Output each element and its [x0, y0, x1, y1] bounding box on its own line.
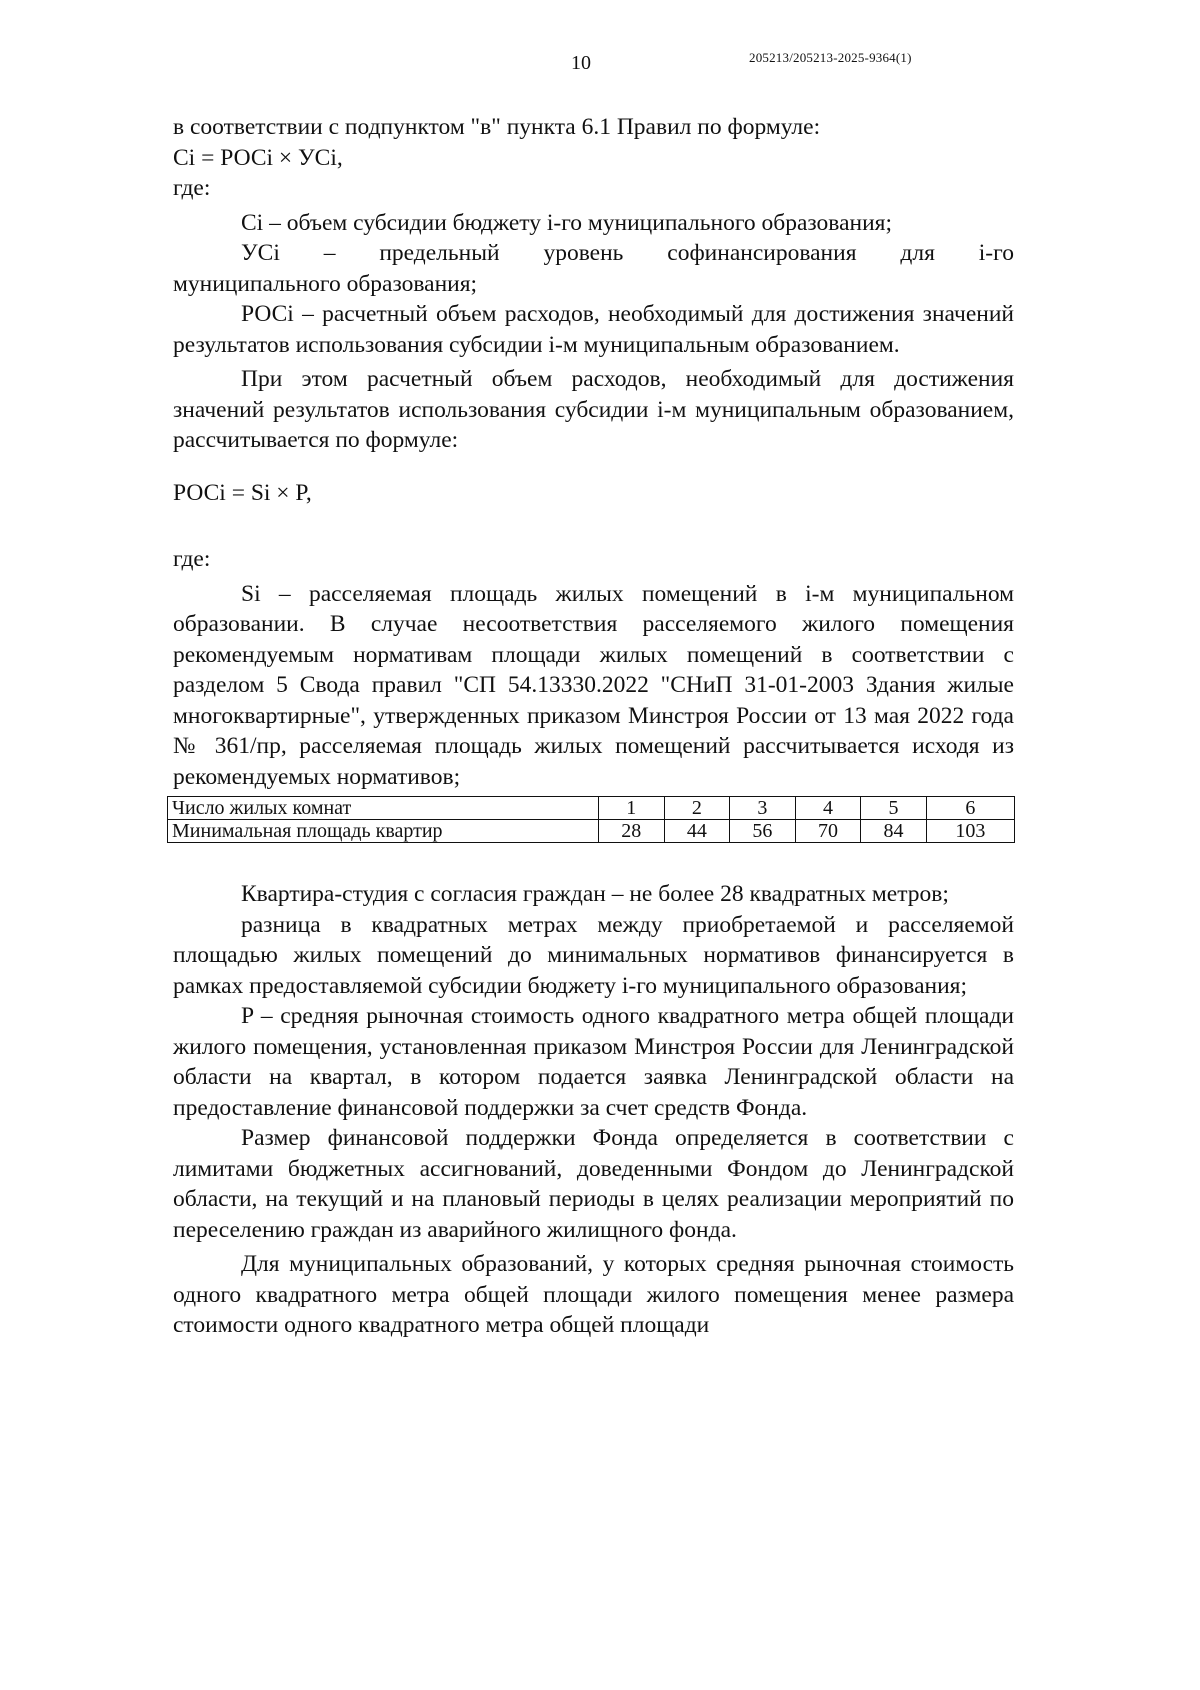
table-cell: 5 [861, 797, 927, 820]
table-cell: 28 [599, 820, 665, 843]
fund-paragraph: Размер финансовой поддержки Фонда определяется в соответствии с лимитами бюджетных ассигнований, доведенными Фондом до Ленинградской области, на текущий и на плановый периоды в целях реализации мероприятий по переселению граждан из аварийного жилищного фонда. [173, 1125, 1014, 1243]
usi-word: уровень [543, 240, 624, 266]
table-cell: 4 [795, 797, 861, 820]
table-cell: 3 [730, 797, 796, 820]
usi-word: УСi [241, 240, 280, 266]
document-body [173, 112, 1014, 1341]
page-number: 10 [571, 52, 591, 74]
where-label: где: [173, 175, 211, 201]
table-cell: 6 [926, 797, 1014, 820]
definition-usi-continued: муниципального образования; [173, 270, 478, 297]
table-cell: 1 [599, 797, 665, 820]
definition-rosi: РОСi – расчетный объем расходов, необходимый для достижения значений результатов использования субсидии i-м муниципальным образованием. [173, 301, 1014, 358]
calculation-paragraph: При этом расчетный объем расходов, необходимый для достижения значений результатов использования субсидии i-м муниципальным образованием, рассчитывается по формуле: [173, 366, 1014, 453]
table-cell: 84 [861, 820, 927, 843]
table-cell: 44 [664, 820, 730, 843]
area-norms-table [167, 796, 1015, 843]
definition-si: Si – расселяемая площадь жилых помещений в i-м муниципальном образовании. В случае несоответствия расселяемого жилого помещения рекомендуемым нормативам площади жилых помещений в соответствии с разделом 5 Свода правил "СП 54.13330.2022 "СНиП 31-01-2003 Здания жилые многоквартирные", утвержденных приказом Минстроя России от 13 мая 2022 года № 361/пр, расселяемая площадь жилых помещений рассчитывается исходя из рекомендуемых нормативов; [173, 580, 1014, 790]
formula-expenses: РОСi = Si × P, [173, 479, 312, 506]
definition-ci: Ci – объем субсидии бюджету i-го муниципального образования; [241, 209, 892, 236]
price-paragraph: P – средняя рыночная стоимость одного квадратного метра общей площади жилого помещения, установленная приказом Минстроя России для Ленинградской области на квартал, в котором подается заявка Ленинградской области на предоставление финансовой поддержки за счет средств Фонда. [173, 1003, 1014, 1121]
where-label: где: [173, 546, 211, 572]
table-cell: 103 [926, 820, 1014, 843]
usi-word: для [900, 240, 935, 266]
usi-word: предельный [379, 240, 500, 266]
municipal-paragraph: Для муниципальных образований, у которых средняя рыночная стоимость одного квадратного метра общей площади жилого помещения менее размера стоимости одного квадратного метра общей площади [173, 1251, 1014, 1338]
table-cell: 70 [795, 820, 861, 843]
definition-usi [173, 238, 1014, 269]
table-cell: 56 [730, 820, 796, 843]
usi-word: софинансирования [667, 240, 857, 266]
table-row [168, 797, 1015, 820]
table-row-label: Минимальная площадь квартир [168, 820, 599, 843]
difference-paragraph: разница в квадратных метрах между приобретаемой и расселяемой площадью жилых помещений до минимальных нормативов финансируется в рамках предоставляемой субсидии бюджету i-го муниципального образования; [173, 911, 1014, 999]
usi-word: – [323, 240, 336, 266]
table-row [168, 820, 1015, 843]
document-id: 205213/205213-2025-9364(1) [749, 50, 912, 65]
usi-word: i-го [978, 240, 1014, 266]
formula-subsidy: Ci = РОСi × УСi, [173, 144, 343, 171]
table-row-label: Число жилых комнат [168, 797, 599, 820]
table-cell: 2 [664, 797, 730, 820]
studio-paragraph: Квартира-студия с согласия граждан – не более 28 квадратных метров; [241, 881, 949, 907]
intro-paragraph: в соответствии с подпунктом "в" пункта 6.1 Правил по формуле: [173, 114, 821, 140]
